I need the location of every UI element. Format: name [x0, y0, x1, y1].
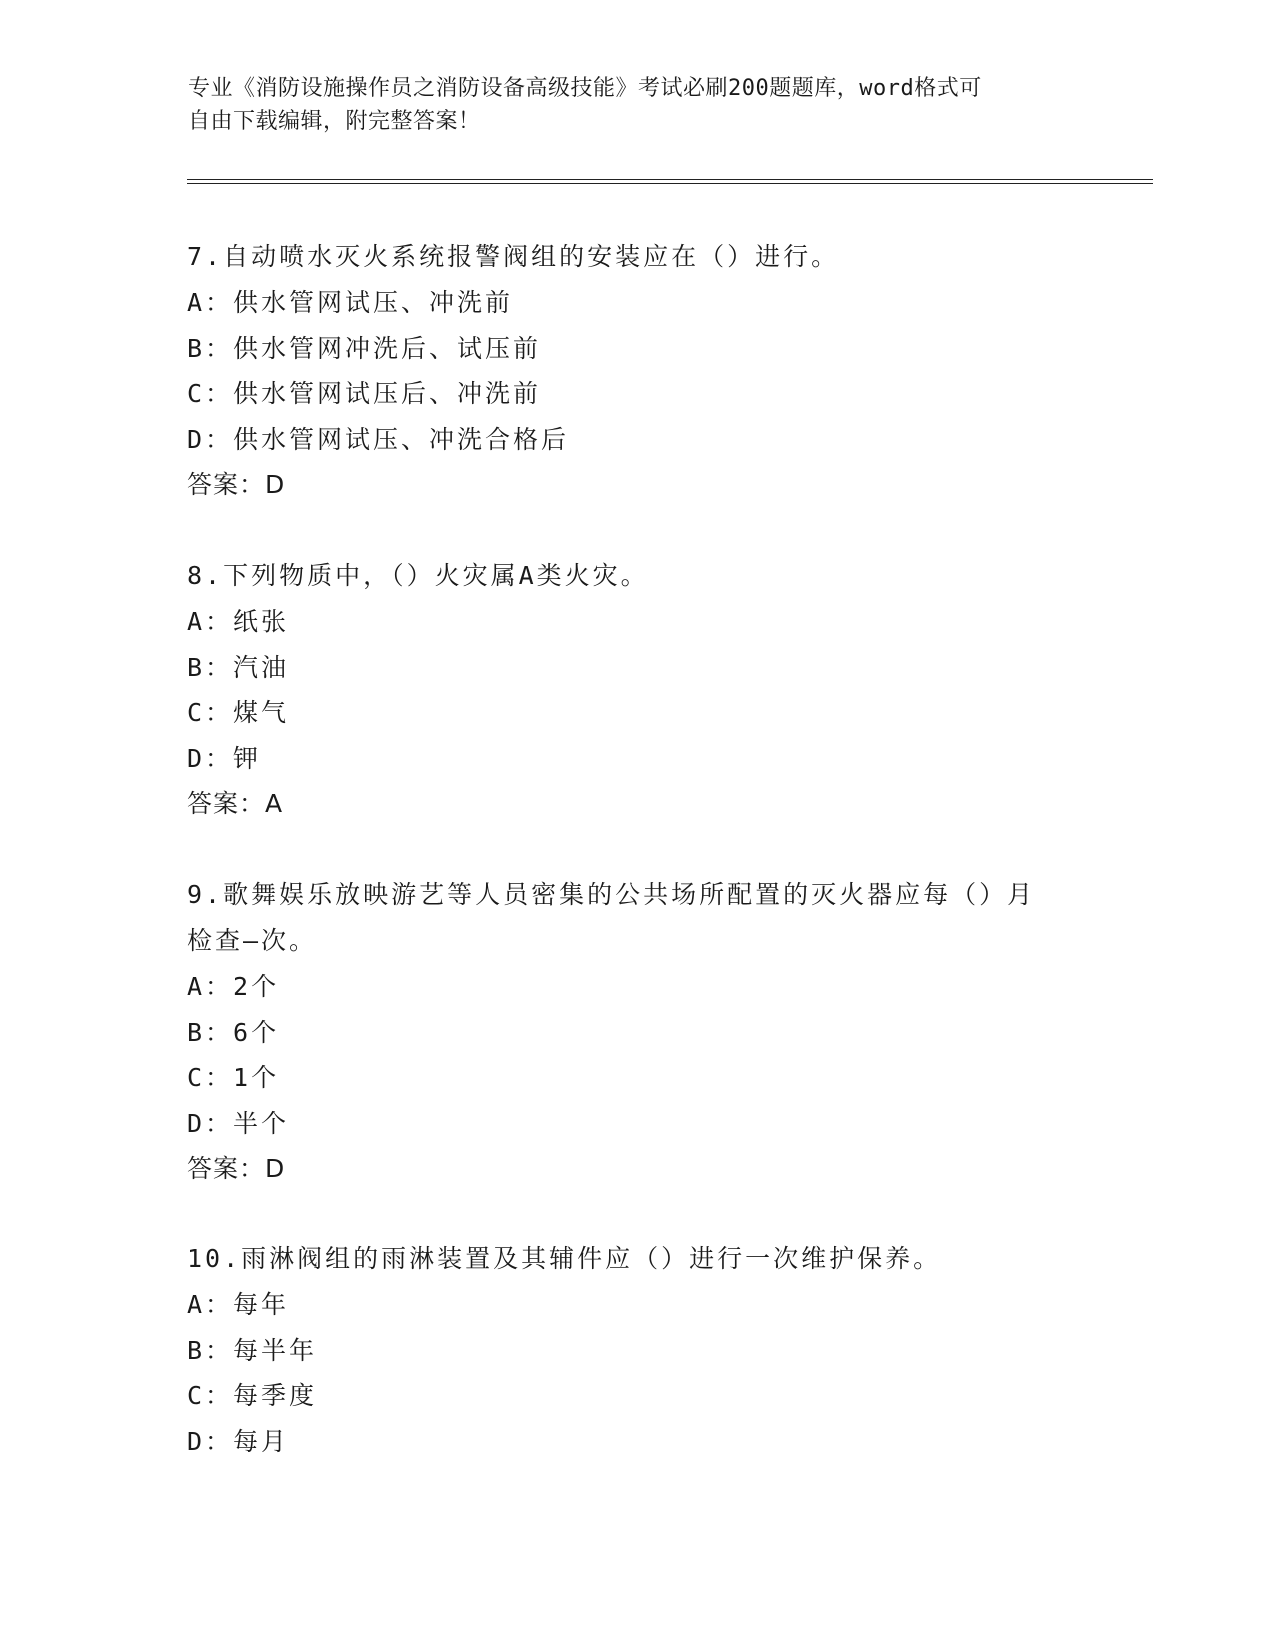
question-stem-line-1: 9.歌舞娱乐放映游艺等人员密集的公共场所配置的灭火器应每（）月 — [187, 880, 1036, 909]
option-c: C：1个 — [187, 1063, 280, 1092]
question-stem-line-2: 检查—次。 — [187, 926, 318, 955]
question-10 — [187, 1236, 1067, 1464]
option-d: D：半个 — [187, 1108, 290, 1138]
option-b: B：6个 — [187, 1017, 280, 1047]
question-7 — [187, 234, 1067, 508]
option-c: C：供水管网试压后、冲洗前 — [187, 379, 542, 408]
answer: 答案：A — [187, 789, 284, 818]
option-a: A：纸张 — [187, 607, 290, 636]
document-header — [188, 72, 1088, 138]
option-d: D：供水管网试压、冲洗合格后 — [187, 424, 570, 454]
answer: 答案：D — [187, 1154, 286, 1183]
answer: 答案：D — [187, 470, 286, 499]
header-line-2: 自由下载编辑，附完整答案！ — [188, 109, 481, 134]
question-stem: 10.雨淋阀组的雨淋装置及其辅件应（）进行一次维护保养。 — [187, 1244, 942, 1273]
header-divider-top — [187, 179, 1153, 180]
option-b: B：供水管网冲洗后、试压前 — [187, 333, 542, 363]
header-line-1: 专业《消防设施操作员之消防设备高级技能》考试必刷200题题库，word格式可 — [188, 76, 982, 101]
option-a: A：2个 — [187, 972, 280, 1001]
question-9 — [187, 872, 1067, 1192]
option-d: D：每月 — [187, 1426, 290, 1456]
question-stem: 8.下列物质中，（）火灾属A类火灾。 — [187, 561, 649, 590]
option-a: A：每年 — [187, 1290, 290, 1319]
question-stem: 7.自动喷水灭火系统报警阀组的安装应在（）进行。 — [187, 242, 840, 271]
option-b: B：汽油 — [187, 652, 290, 682]
option-c: C：每季度 — [187, 1381, 318, 1410]
option-c: C：煤气 — [187, 698, 290, 727]
option-d: D：钾 — [187, 743, 262, 773]
question-8 — [187, 553, 1067, 827]
option-a: A：供水管网试压、冲洗前 — [187, 288, 514, 317]
header-divider-bottom — [187, 183, 1153, 184]
option-b: B：每半年 — [187, 1335, 318, 1365]
